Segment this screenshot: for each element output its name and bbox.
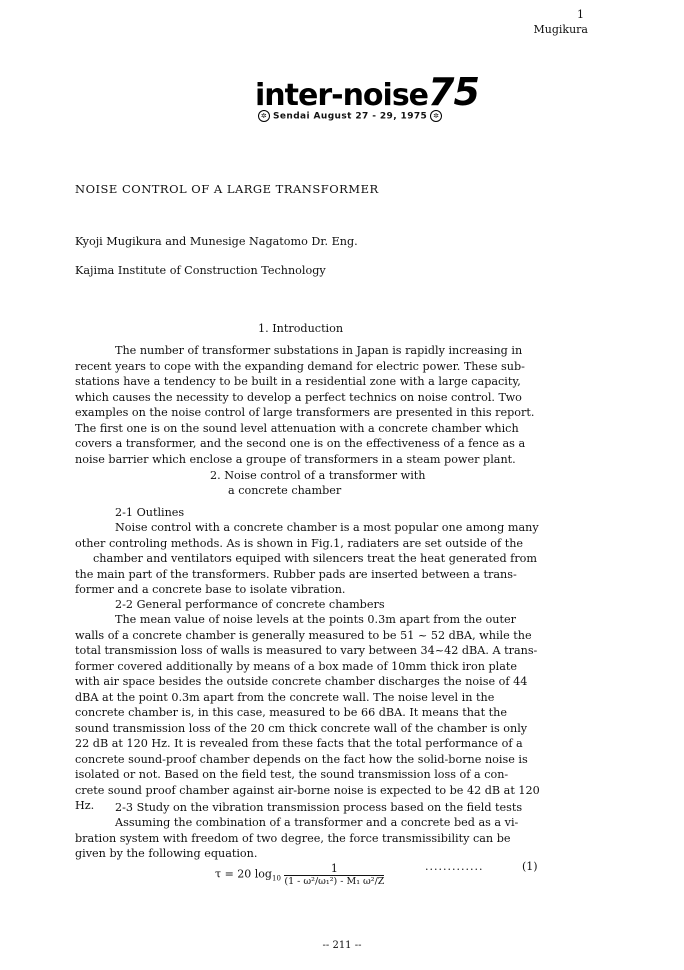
logo-text: inter-noise: [255, 78, 429, 113]
subsection-heading-2-2: 2-2 General performance of concrete chambers: [115, 598, 385, 611]
text-line: with air space besides the outside concrete chamber discharges the noise of 44: [75, 675, 528, 688]
text-line: total transmission loss of walls is measured to vary between 34~42 dBA. A trans-: [75, 644, 538, 657]
text-line: crete sound proof chamber against air-borne noise is expected to be 42 dB at 120: [75, 783, 540, 797]
equation-denominator: (1 - ω²/ω₁²) - M₁ ω²/Z: [284, 876, 385, 887]
emblem-icon: ✲: [258, 110, 270, 122]
subsection-heading-2-1: 2-1 Outlines: [115, 506, 185, 519]
equation-lhs: τ = 20 log: [215, 867, 272, 881]
paper-title: NOISE CONTROL OF A LARGE TRANSFORMER: [75, 182, 379, 196]
text-line: former and a concrete base to isolate vibration.: [75, 583, 346, 596]
text-line: The first one is on the sound level attenuation with a concrete chamber which: [75, 421, 519, 435]
conference-info: [255, 110, 445, 122]
paper-authors: Kyoji Mugikura and Munesige Nagatomo Dr. Eng.: [75, 235, 358, 248]
text-line: examples on the noise control of large transformers are presented in this report.: [75, 406, 535, 419]
text-line: dBA at the point 0.3m apart from the concrete wall. The noise level in the: [75, 690, 495, 704]
vibration-paragraph: [75, 815, 595, 862]
text-line: given by the following equation.: [75, 847, 258, 860]
text-line: Noise control with a concrete chamber is a most popular one among many: [115, 521, 539, 534]
text-line: concrete chamber is, in this case, measured to be 66 dBA. It means that the: [75, 706, 507, 719]
conference-logo: [255, 70, 479, 114]
equation-log-base: 10: [271, 874, 281, 883]
text-line: concrete sound-proof chamber depends on the fact how the solid-borne noise is: [75, 752, 528, 766]
section-heading-introduction: 1. Introduction: [258, 322, 344, 335]
text-line: sound transmission loss of the 20 cm thick concrete wall of the chamber is only: [75, 721, 528, 735]
equation-fraction: [284, 862, 384, 887]
conference-location-date: Sendai August 27 - 29, 1975: [273, 111, 428, 122]
text-line: noise barrier which enclose a groupe of transformers in a steam power plant.: [75, 452, 516, 466]
text-line: The number of transformer substations in Japan is rapidly increasing in: [115, 344, 523, 357]
text-line: the main part of the transformers. Rubber pads are inserted between a trans-: [75, 567, 517, 581]
equation-number: (1): [522, 860, 538, 873]
text-line: chamber and ventilators equiped with silencers treat the heat generated from: [93, 552, 538, 565]
text-line: former covered additionally by means of a box made of 10mm thick iron plate: [75, 659, 518, 673]
text-line: stations have a tendency to be built in a residential zone with a large capacity,: [75, 375, 521, 388]
equation-1: [215, 862, 384, 887]
emblem-icon: ✲: [430, 110, 442, 122]
subsection-heading-2-3: 2-3 Study on the vibration transmission process based on the field tests: [115, 801, 523, 814]
logo-year: 75: [428, 70, 479, 114]
text-line: recent years to cope with the expanding demand for electric power. These sub-: [75, 359, 525, 373]
text-line: covers a transformer, and the second one is on the effectiveness of a fence as a: [75, 437, 526, 450]
text-line: walls of a concrete chamber is generally measured to be 51 ~ 52 dBA, while the: [75, 628, 532, 642]
equation-leader-dots: .............: [425, 860, 484, 873]
equation-numerator: 1: [284, 862, 384, 876]
text-line: Hz.: [75, 799, 95, 812]
performance-paragraph: [75, 612, 595, 814]
text-line: isolated or not. Based on the field test, the sound transmission loss of a con-: [75, 768, 509, 781]
text-line: Assuming the combination of a transformer and a concrete bed as a vi-: [115, 816, 519, 829]
section-heading-2-cont: a concrete chamber: [228, 484, 342, 497]
page-number: 1: [577, 8, 584, 21]
text-line: which causes the necessity to develop a perfect technics on noise control. Two: [75, 390, 522, 404]
text-line: The mean value of noise levels at the points 0.3m apart from the outer: [115, 613, 516, 626]
paper-affiliation: Kajima Institute of Construction Technology: [75, 264, 326, 277]
text-line: other controling methods. As is shown in Fig.1, radiaters are set outside of the: [75, 536, 524, 550]
text-line: bration system with freedom of two degree, the force transmissibility can be: [75, 831, 511, 845]
running-author: Mugikura: [533, 23, 588, 36]
section-heading-2: 2. Noise control of a transformer with: [210, 469, 426, 482]
text-line: 22 dB at 120 Hz. It is revealed from these facts that the total performance of a: [75, 737, 523, 750]
page-footer: -- 211 --: [322, 940, 362, 951]
outlines-paragraph: [75, 520, 595, 598]
intro-paragraph: [75, 343, 595, 467]
